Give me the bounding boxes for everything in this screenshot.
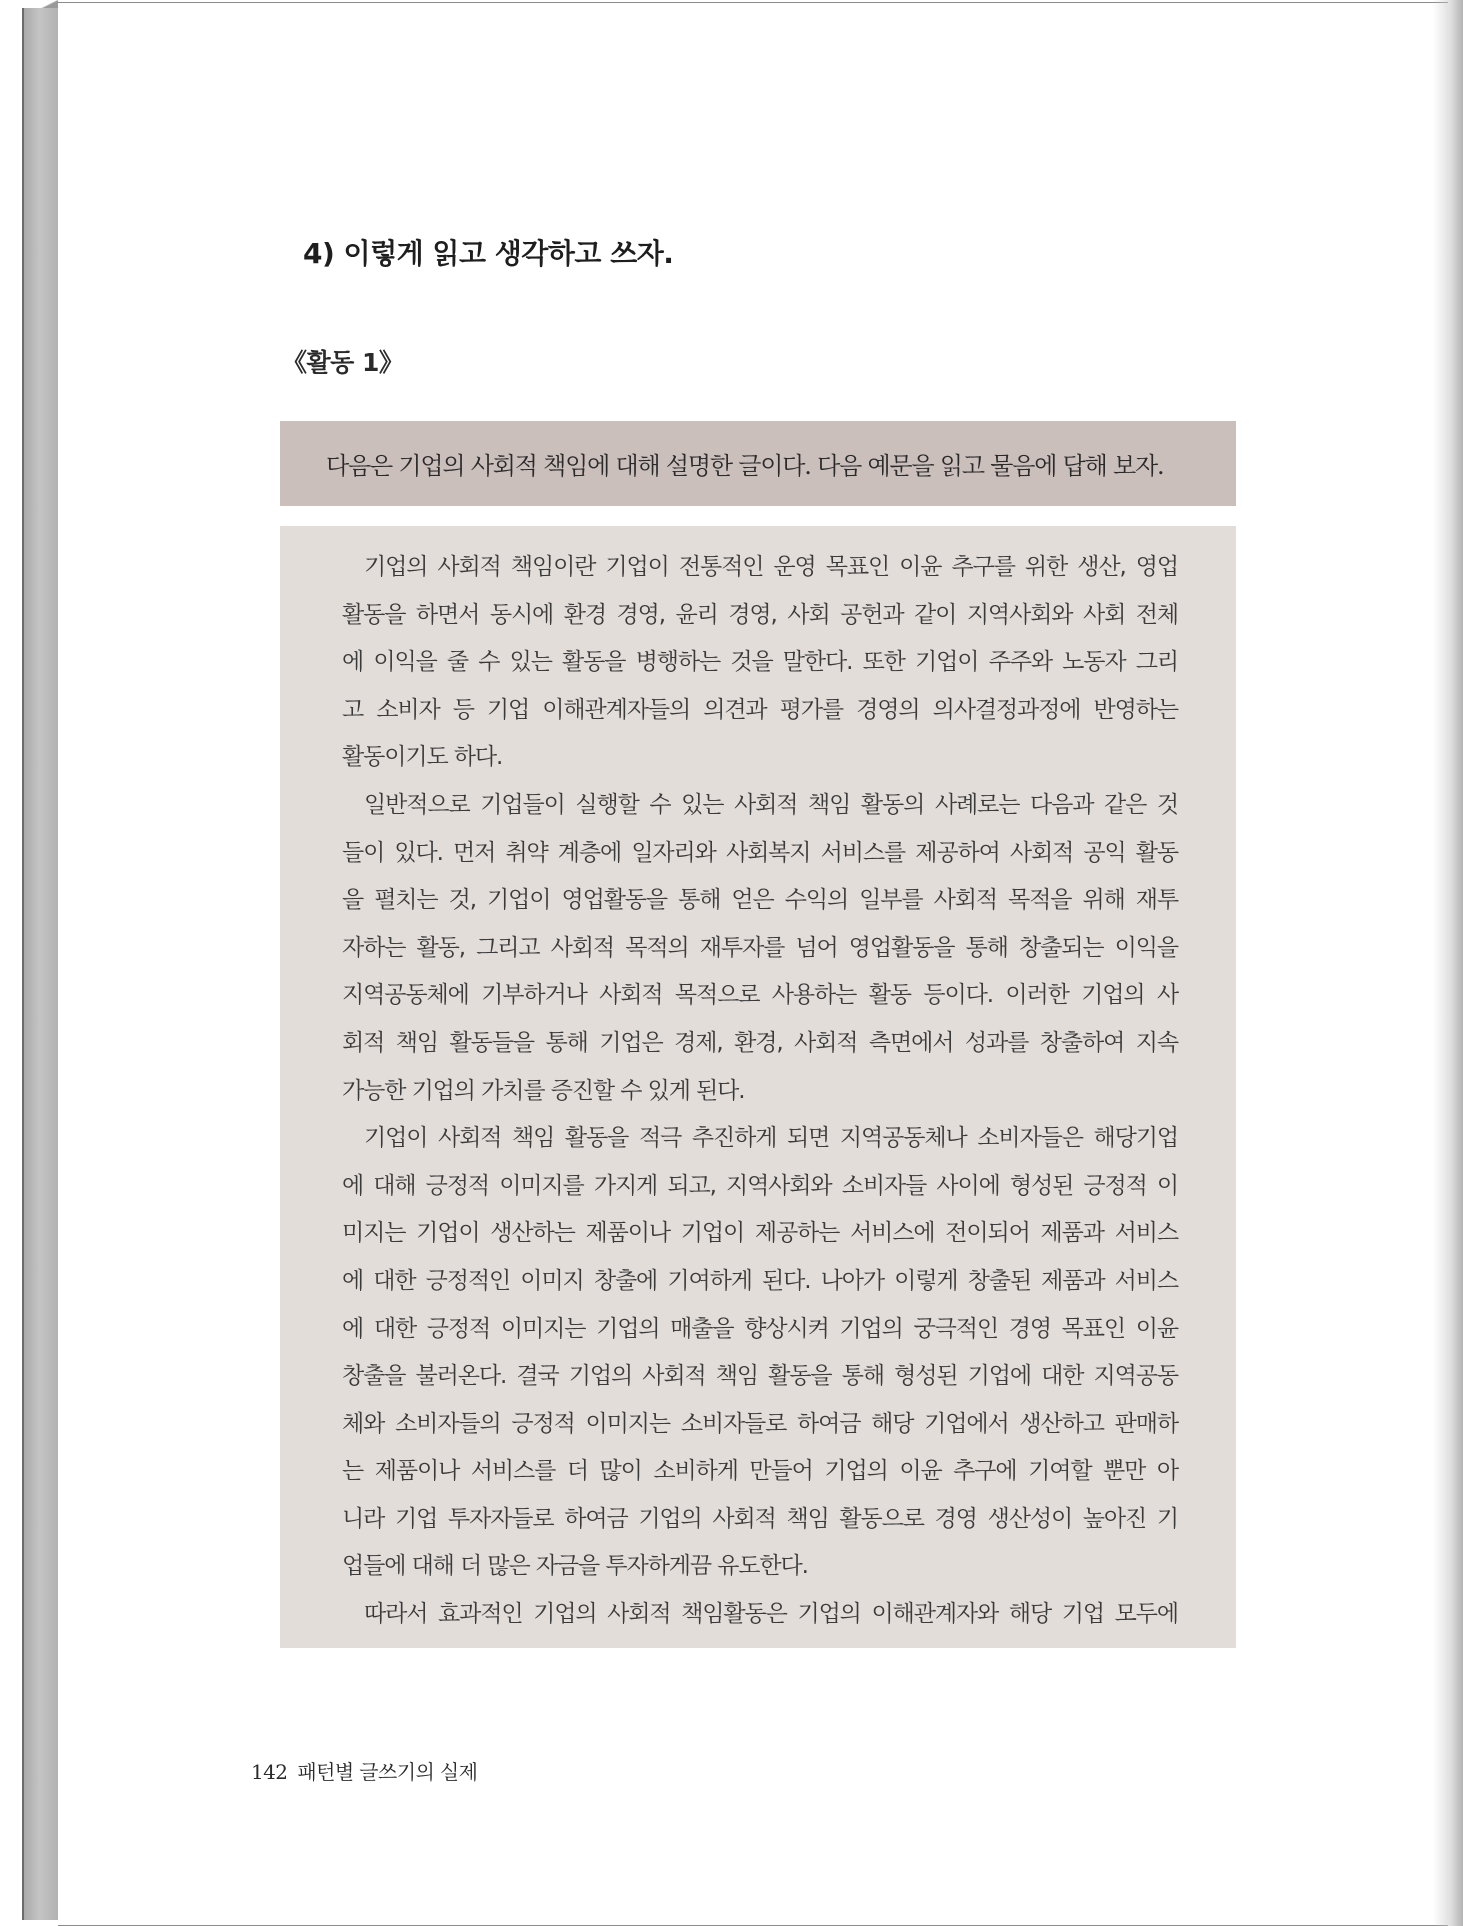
passage-line: 을 펼치는 것, 기업이 영업활동을 통해 얻은 수익의 일부를 사회적 목적을 위해 재투 xyxy=(342,887,1178,914)
section-heading: 4) 이렇게 읽고 생각하고 쓰자. xyxy=(303,237,674,270)
passage-line: 따라서 효과적인 기업의 사회적 책임활동은 기업의 이해관계자와 해당 기업 모두에 xyxy=(364,1601,1178,1628)
passage-line: 기업이 사회적 책임 활동을 적극 추진하게 되면 지역공동체나 소비자들은 해당기업 xyxy=(364,1125,1178,1152)
passage-line: 회적 책임 활동들을 통해 기업은 경제, 환경, 사회적 측면에서 성과를 창출하여 지속 xyxy=(342,1029,1178,1056)
passage-line: 에 대해 긍정적 이미지를 가지게 되고, 지역사회와 소비자들 사이에 형성된 긍정적 이 xyxy=(342,1172,1178,1199)
instruction-box xyxy=(280,421,1236,506)
passage-line: 자하는 활동, 그리고 사회적 목적의 재투자를 넘어 영업활동을 통해 창출되는 이익을 xyxy=(342,934,1178,961)
instruction-text: 다음은 기업의 사회적 책임에 대해 설명한 글이다. 다음 예문을 읽고 물음에 답해 보자. xyxy=(326,452,1164,480)
passage-line: 에 이익을 줄 수 있는 활동을 병행하는 것을 말한다. 또한 기업이 주주와 노동자 그리 xyxy=(342,649,1178,676)
page-number: 142 xyxy=(251,1760,288,1784)
activity-label: 《활동 1》 xyxy=(282,348,404,377)
passage-line: 에 대한 긍정적 이미지는 기업의 매출을 향상시켜 기업의 궁극적인 경영 목표인 이윤 xyxy=(342,1315,1178,1342)
passage-box xyxy=(280,526,1236,1648)
book-title: 패턴별 글쓰기의 실제 xyxy=(297,1760,478,1784)
passage-line: 일반적으로 기업들이 실행할 수 있는 사회적 책임 활동의 사례로는 다음과 같은 것 xyxy=(364,791,1178,818)
passage-line: 활동을 하면서 동시에 환경 경영, 윤리 경영, 사회 공헌과 같이 지역사회와 사회 전체 xyxy=(342,601,1178,628)
passage-line: 창출을 불러온다. 결국 기업의 사회적 책임 활동을 통해 형성된 기업에 대한 지역공동 xyxy=(342,1363,1178,1390)
page-edge-shadow xyxy=(1433,0,1463,1926)
passage-line: 는 제품이나 서비스를 더 많이 소비하게 만들어 기업의 이윤 추구에 기여할 뿐만 아 xyxy=(342,1458,1178,1485)
passage-line: 미지는 기업이 생산하는 제품이나 기업이 제공하는 서비스에 전이되어 제품과 서비스 xyxy=(342,1220,1178,1247)
passage-line: 기업의 사회적 책임이란 기업이 전통적인 운영 목표인 이윤 추구를 위한 생산, 영업 xyxy=(364,554,1178,580)
passage-line: 들이 있다. 먼저 취약 계층에 일자리와 사회복지 서비스를 제공하여 사회적 공익 활동 xyxy=(342,839,1178,866)
passage-line: 체와 소비자들의 긍정적 이미지는 소비자들로 하여금 해당 기업에서 생산하고 판매하 xyxy=(342,1410,1178,1437)
passage-line: 니라 기업 투자자들로 하여금 기업의 사회적 책임 활동으로 경영 생산성이 높아진 기 xyxy=(342,1505,1178,1532)
passage-line: 지역공동체에 기부하거나 사회적 목적으로 사용하는 활동 등이다. 이러한 기업의 사 xyxy=(342,982,1178,1009)
spine-edge xyxy=(22,8,59,1920)
passage-line: 에 대한 긍정적인 이미지 창출에 기여하게 된다. 나아가 이렇게 창출된 제품과 서비스 xyxy=(342,1267,1178,1294)
passage-line: 고 소비자 등 기업 이해관계자들의 의견과 평가를 경영의 의사결정과정에 반영하는 xyxy=(342,696,1178,723)
passage-line: 가능한 기업의 가치를 증진할 수 있게 된다. xyxy=(342,1077,745,1104)
passage-line: 활동이기도 하다. xyxy=(342,744,503,771)
passage-line: 업들에 대해 더 많은 자금을 투자하게끔 유도한다. xyxy=(342,1553,808,1580)
page-footer xyxy=(251,1756,477,1785)
book-spine xyxy=(0,0,58,1926)
